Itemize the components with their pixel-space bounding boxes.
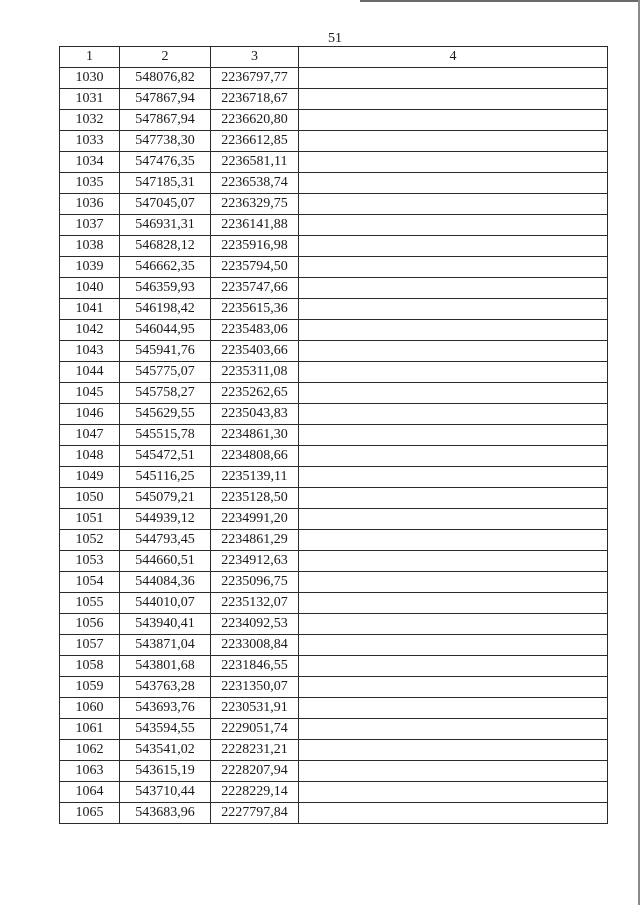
table-row <box>60 68 608 89</box>
description-cell <box>299 341 608 362</box>
description-cell <box>299 656 608 677</box>
y-coordinate-cell: 2230531,91 <box>211 698 299 719</box>
description-cell <box>299 698 608 719</box>
y-coordinate-cell: 2234808,66 <box>211 446 299 467</box>
point-number-cell: 1052 <box>60 530 120 551</box>
x-coordinate-cell: 547045,07 <box>120 194 211 215</box>
point-number-cell: 1039 <box>60 257 120 278</box>
point-number-cell: 1040 <box>60 278 120 299</box>
table-row <box>60 509 608 530</box>
description-cell <box>299 257 608 278</box>
description-cell <box>299 761 608 782</box>
point-number-cell: 1033 <box>60 131 120 152</box>
y-coordinate-cell: 2236141,88 <box>211 215 299 236</box>
table-row <box>60 761 608 782</box>
header-col-1: 1 <box>60 47 120 68</box>
table-row <box>60 698 608 719</box>
y-coordinate-cell: 2235043,83 <box>211 404 299 425</box>
x-coordinate-cell: 543615,19 <box>120 761 211 782</box>
y-coordinate-cell: 2236797,77 <box>211 68 299 89</box>
y-coordinate-cell: 2235615,36 <box>211 299 299 320</box>
point-number-cell: 1043 <box>60 341 120 362</box>
point-number-cell: 1031 <box>60 89 120 110</box>
description-cell <box>299 593 608 614</box>
description-cell <box>299 425 608 446</box>
description-cell <box>299 152 608 173</box>
point-number-cell: 1049 <box>60 467 120 488</box>
description-cell <box>299 467 608 488</box>
table-row <box>60 467 608 488</box>
description-cell <box>299 236 608 257</box>
point-number-cell: 1036 <box>60 194 120 215</box>
x-coordinate-cell: 547738,30 <box>120 131 211 152</box>
y-coordinate-cell: 2235747,66 <box>211 278 299 299</box>
description-cell <box>299 362 608 383</box>
x-coordinate-cell: 547476,35 <box>120 152 211 173</box>
header-col-4: 4 <box>299 47 608 68</box>
description-cell <box>299 677 608 698</box>
description-cell <box>299 278 608 299</box>
table-row <box>60 173 608 194</box>
x-coordinate-cell: 545079,21 <box>120 488 211 509</box>
table-body <box>60 68 608 824</box>
x-coordinate-cell: 543763,28 <box>120 677 211 698</box>
y-coordinate-cell: 2236538,74 <box>211 173 299 194</box>
description-cell <box>299 173 608 194</box>
table-header <box>60 47 608 68</box>
x-coordinate-cell: 544660,51 <box>120 551 211 572</box>
table-row <box>60 635 608 656</box>
x-coordinate-cell: 548076,82 <box>120 68 211 89</box>
description-cell <box>299 551 608 572</box>
y-coordinate-cell: 2235132,07 <box>211 593 299 614</box>
y-coordinate-cell: 2231350,07 <box>211 677 299 698</box>
table-row <box>60 740 608 761</box>
table-row <box>60 383 608 404</box>
description-cell <box>299 635 608 656</box>
table-row <box>60 362 608 383</box>
point-number-cell: 1060 <box>60 698 120 719</box>
x-coordinate-cell: 545116,25 <box>120 467 211 488</box>
x-coordinate-cell: 543683,96 <box>120 803 211 824</box>
point-number-cell: 1035 <box>60 173 120 194</box>
point-number-cell: 1061 <box>60 719 120 740</box>
table-row <box>60 446 608 467</box>
x-coordinate-cell: 547867,94 <box>120 110 211 131</box>
x-coordinate-cell: 545941,76 <box>120 341 211 362</box>
description-cell <box>299 509 608 530</box>
table-row <box>60 425 608 446</box>
x-coordinate-cell: 543710,44 <box>120 782 211 803</box>
x-coordinate-cell: 543871,04 <box>120 635 211 656</box>
y-coordinate-cell: 2227797,84 <box>211 803 299 824</box>
y-coordinate-cell: 2235483,06 <box>211 320 299 341</box>
header-row <box>60 47 608 68</box>
y-coordinate-cell: 2235128,50 <box>211 488 299 509</box>
point-number-cell: 1065 <box>60 803 120 824</box>
table-row <box>60 593 608 614</box>
table-row <box>60 803 608 824</box>
table-row <box>60 236 608 257</box>
x-coordinate-cell: 544939,12 <box>120 509 211 530</box>
description-cell <box>299 131 608 152</box>
table-row <box>60 278 608 299</box>
x-coordinate-cell: 543541,02 <box>120 740 211 761</box>
description-cell <box>299 446 608 467</box>
y-coordinate-cell: 2234912,63 <box>211 551 299 572</box>
point-number-cell: 1045 <box>60 383 120 404</box>
table-row <box>60 110 608 131</box>
description-cell <box>299 488 608 509</box>
point-number-cell: 1058 <box>60 656 120 677</box>
y-coordinate-cell: 2228231,21 <box>211 740 299 761</box>
table-row <box>60 488 608 509</box>
y-coordinate-cell: 2235794,50 <box>211 257 299 278</box>
x-coordinate-cell: 545515,78 <box>120 425 211 446</box>
y-coordinate-cell: 2228229,14 <box>211 782 299 803</box>
point-number-cell: 1064 <box>60 782 120 803</box>
x-coordinate-cell: 546198,42 <box>120 299 211 320</box>
table-row <box>60 530 608 551</box>
x-coordinate-cell: 546359,93 <box>120 278 211 299</box>
header-col-3: 3 <box>211 47 299 68</box>
table-row <box>60 551 608 572</box>
point-number-cell: 1041 <box>60 299 120 320</box>
x-coordinate-cell: 547185,31 <box>120 173 211 194</box>
table-row <box>60 572 608 593</box>
table-row <box>60 320 608 341</box>
y-coordinate-cell: 2235096,75 <box>211 572 299 593</box>
x-coordinate-cell: 546044,95 <box>120 320 211 341</box>
description-cell <box>299 782 608 803</box>
point-number-cell: 1054 <box>60 572 120 593</box>
scan-top-edge <box>360 0 640 2</box>
x-coordinate-cell: 545775,07 <box>120 362 211 383</box>
description-cell <box>299 719 608 740</box>
y-coordinate-cell: 2236581,11 <box>211 152 299 173</box>
point-number-cell: 1050 <box>60 488 120 509</box>
y-coordinate-cell: 2236329,75 <box>211 194 299 215</box>
point-number-cell: 1055 <box>60 593 120 614</box>
y-coordinate-cell: 2234991,20 <box>211 509 299 530</box>
description-cell <box>299 89 608 110</box>
x-coordinate-cell: 544084,36 <box>120 572 211 593</box>
description-cell <box>299 614 608 635</box>
x-coordinate-cell: 545629,55 <box>120 404 211 425</box>
table-row <box>60 299 608 320</box>
x-coordinate-cell: 543801,68 <box>120 656 211 677</box>
y-coordinate-cell: 2235311,08 <box>211 362 299 383</box>
y-coordinate-cell: 2231846,55 <box>211 656 299 677</box>
point-number-cell: 1063 <box>60 761 120 782</box>
page-number: 51 <box>328 31 342 46</box>
x-coordinate-cell: 546931,31 <box>120 215 211 236</box>
point-number-cell: 1032 <box>60 110 120 131</box>
table-row <box>60 719 608 740</box>
y-coordinate-cell: 2229051,74 <box>211 719 299 740</box>
table-row <box>60 131 608 152</box>
y-coordinate-cell: 2234092,53 <box>211 614 299 635</box>
table-row <box>60 215 608 236</box>
table-row <box>60 257 608 278</box>
point-number-cell: 1037 <box>60 215 120 236</box>
point-number-cell: 1048 <box>60 446 120 467</box>
x-coordinate-cell: 546828,12 <box>120 236 211 257</box>
description-cell <box>299 299 608 320</box>
point-number-cell: 1030 <box>60 68 120 89</box>
point-number-cell: 1051 <box>60 509 120 530</box>
table-row <box>60 194 608 215</box>
description-cell <box>299 803 608 824</box>
y-coordinate-cell: 2233008,84 <box>211 635 299 656</box>
x-coordinate-cell: 543594,55 <box>120 719 211 740</box>
x-coordinate-cell: 545758,27 <box>120 383 211 404</box>
point-number-cell: 1038 <box>60 236 120 257</box>
y-coordinate-cell: 2228207,94 <box>211 761 299 782</box>
table-row <box>60 614 608 635</box>
point-number-cell: 1034 <box>60 152 120 173</box>
point-number-cell: 1047 <box>60 425 120 446</box>
y-coordinate-cell: 2235916,98 <box>211 236 299 257</box>
x-coordinate-cell: 544010,07 <box>120 593 211 614</box>
table-row <box>60 89 608 110</box>
x-coordinate-cell: 546662,35 <box>120 257 211 278</box>
description-cell <box>299 110 608 131</box>
y-coordinate-cell: 2236612,85 <box>211 131 299 152</box>
description-cell <box>299 194 608 215</box>
table-row <box>60 341 608 362</box>
x-coordinate-cell: 543940,41 <box>120 614 211 635</box>
x-coordinate-cell: 547867,94 <box>120 89 211 110</box>
header-col-2: 2 <box>120 47 211 68</box>
table-row <box>60 404 608 425</box>
coordinates-table <box>59 46 608 824</box>
table-row <box>60 152 608 173</box>
y-coordinate-cell: 2235403,66 <box>211 341 299 362</box>
x-coordinate-cell: 544793,45 <box>120 530 211 551</box>
x-coordinate-cell: 545472,51 <box>120 446 211 467</box>
description-cell <box>299 68 608 89</box>
y-coordinate-cell: 2235139,11 <box>211 467 299 488</box>
y-coordinate-cell: 2236718,67 <box>211 89 299 110</box>
x-coordinate-cell: 543693,76 <box>120 698 211 719</box>
point-number-cell: 1056 <box>60 614 120 635</box>
table-row <box>60 656 608 677</box>
description-cell <box>299 404 608 425</box>
description-cell <box>299 215 608 236</box>
point-number-cell: 1042 <box>60 320 120 341</box>
description-cell <box>299 320 608 341</box>
point-number-cell: 1059 <box>60 677 120 698</box>
point-number-cell: 1057 <box>60 635 120 656</box>
y-coordinate-cell: 2234861,29 <box>211 530 299 551</box>
point-number-cell: 1062 <box>60 740 120 761</box>
y-coordinate-cell: 2234861,30 <box>211 425 299 446</box>
table-row <box>60 782 608 803</box>
description-cell <box>299 383 608 404</box>
point-number-cell: 1046 <box>60 404 120 425</box>
description-cell <box>299 572 608 593</box>
description-cell <box>299 740 608 761</box>
point-number-cell: 1053 <box>60 551 120 572</box>
y-coordinate-cell: 2236620,80 <box>211 110 299 131</box>
description-cell <box>299 530 608 551</box>
table-row <box>60 677 608 698</box>
point-number-cell: 1044 <box>60 362 120 383</box>
y-coordinate-cell: 2235262,65 <box>211 383 299 404</box>
